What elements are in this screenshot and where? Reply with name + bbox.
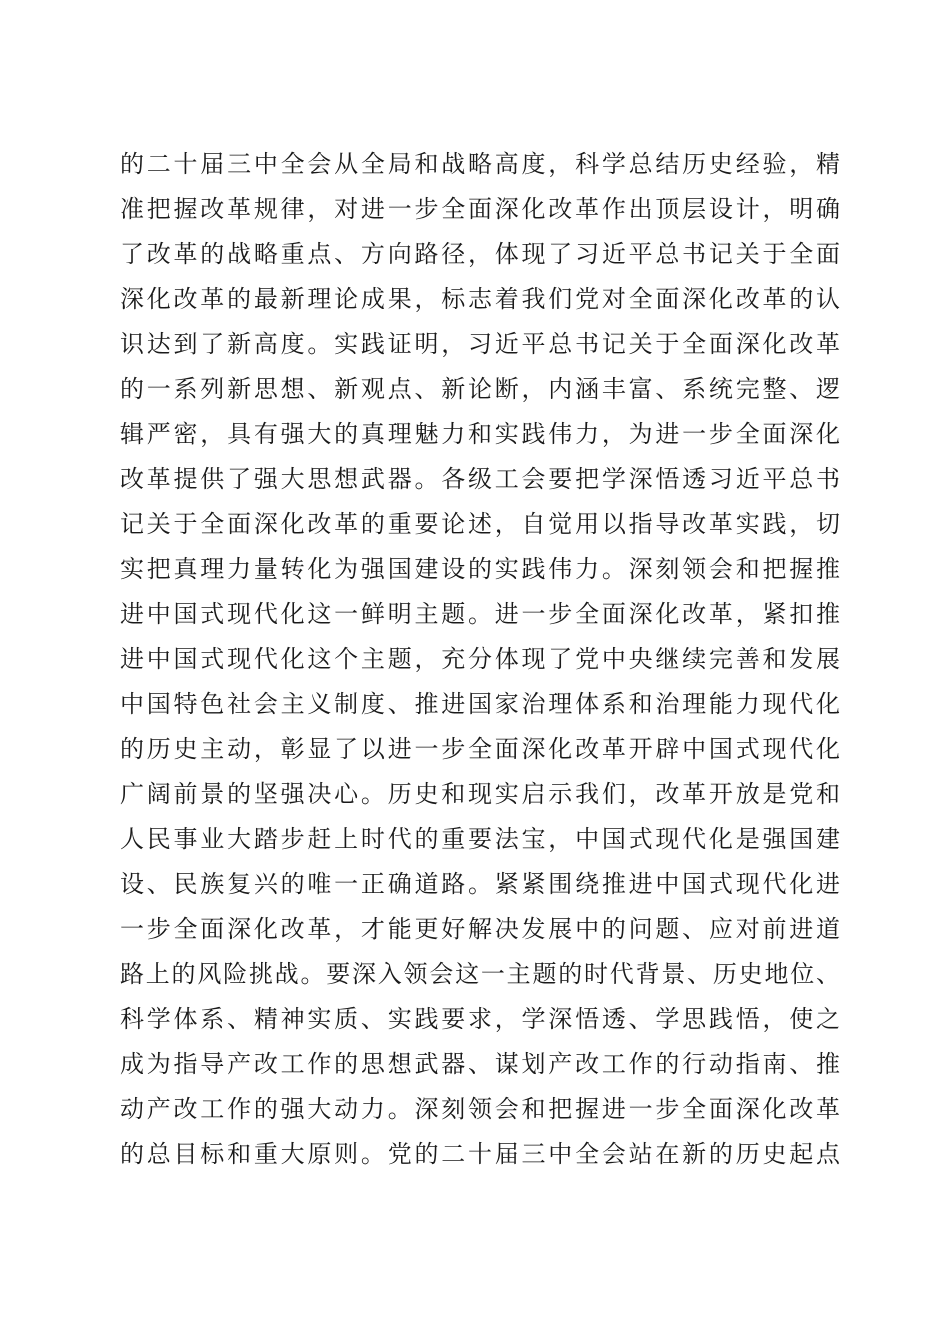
text-line: 识达到了新高度。实践证明，习近平总书记关于全面深化改革 — [120, 330, 840, 358]
text-line: 准把握改革规律，对进一步全面深化改革作出顶层设计，明确 — [120, 195, 840, 223]
text-line: 广阔前景的坚强决心。历史和现实启示我们，改革开放是党和 — [120, 780, 840, 808]
text-line: 的总目标和重大原则。党的二十届三中全会站在新的历史起点 — [120, 1140, 840, 1168]
body-text — [120, 142, 840, 1177]
text-line: 的二十届三中全会从全局和战略高度，科学总结历史经验，精 — [120, 150, 840, 178]
text-line: 进中国式现代化这个主题，充分体现了党中央继续完善和发展 — [120, 645, 840, 673]
text-line: 人民事业大踏步赶上时代的重要法宝，中国式现代化是强国建 — [120, 825, 840, 853]
text-line: 设、民族复兴的唯一正确道路。紧紧围绕推进中国式现代化进 — [120, 870, 840, 898]
text-line: 的一系列新思想、新观点、新论断，内涵丰富、系统完整、逻 — [120, 375, 840, 403]
text-line: 了改革的战略重点、方向路径，体现了习近平总书记关于全面 — [120, 240, 840, 268]
text-line: 中国特色社会主义制度、推进国家治理体系和治理能力现代化 — [120, 690, 840, 718]
text-line: 深化改革的最新理论成果，标志着我们党对全面深化改革的认 — [120, 285, 840, 313]
text-line: 记关于全面深化改革的重要论述，自觉用以指导改革实践，切 — [120, 510, 840, 538]
text-line: 成为指导产改工作的思想武器、谋划产改工作的行动指南、推 — [120, 1050, 840, 1078]
text-line: 的历史主动，彰显了以进一步全面深化改革开辟中国式现代化 — [120, 735, 840, 763]
text-line: 动产改工作的强大动力。深刻领会和把握进一步全面深化改革 — [120, 1095, 840, 1123]
text-line: 路上的风险挑战。要深入领会这一主题的时代背景、历史地位、 — [120, 960, 840, 988]
text-line: 科学体系、精神实质、实践要求，学深悟透、学思践悟，使之 — [120, 1005, 840, 1033]
text-line: 一步全面深化改革，才能更好解决发展中的问题、应对前进道 — [120, 915, 840, 943]
text-line: 改革提供了强大思想武器。各级工会要把学深悟透习近平总书 — [120, 465, 840, 493]
text-line: 辑严密，具有强大的真理魅力和实践伟力，为进一步全面深化 — [120, 420, 840, 448]
text-line: 进中国式现代化这一鲜明主题。进一步全面深化改革，紧扣推 — [120, 600, 840, 628]
text-line: 实把真理力量转化为强国建设的实践伟力。深刻领会和把握推 — [120, 555, 840, 583]
